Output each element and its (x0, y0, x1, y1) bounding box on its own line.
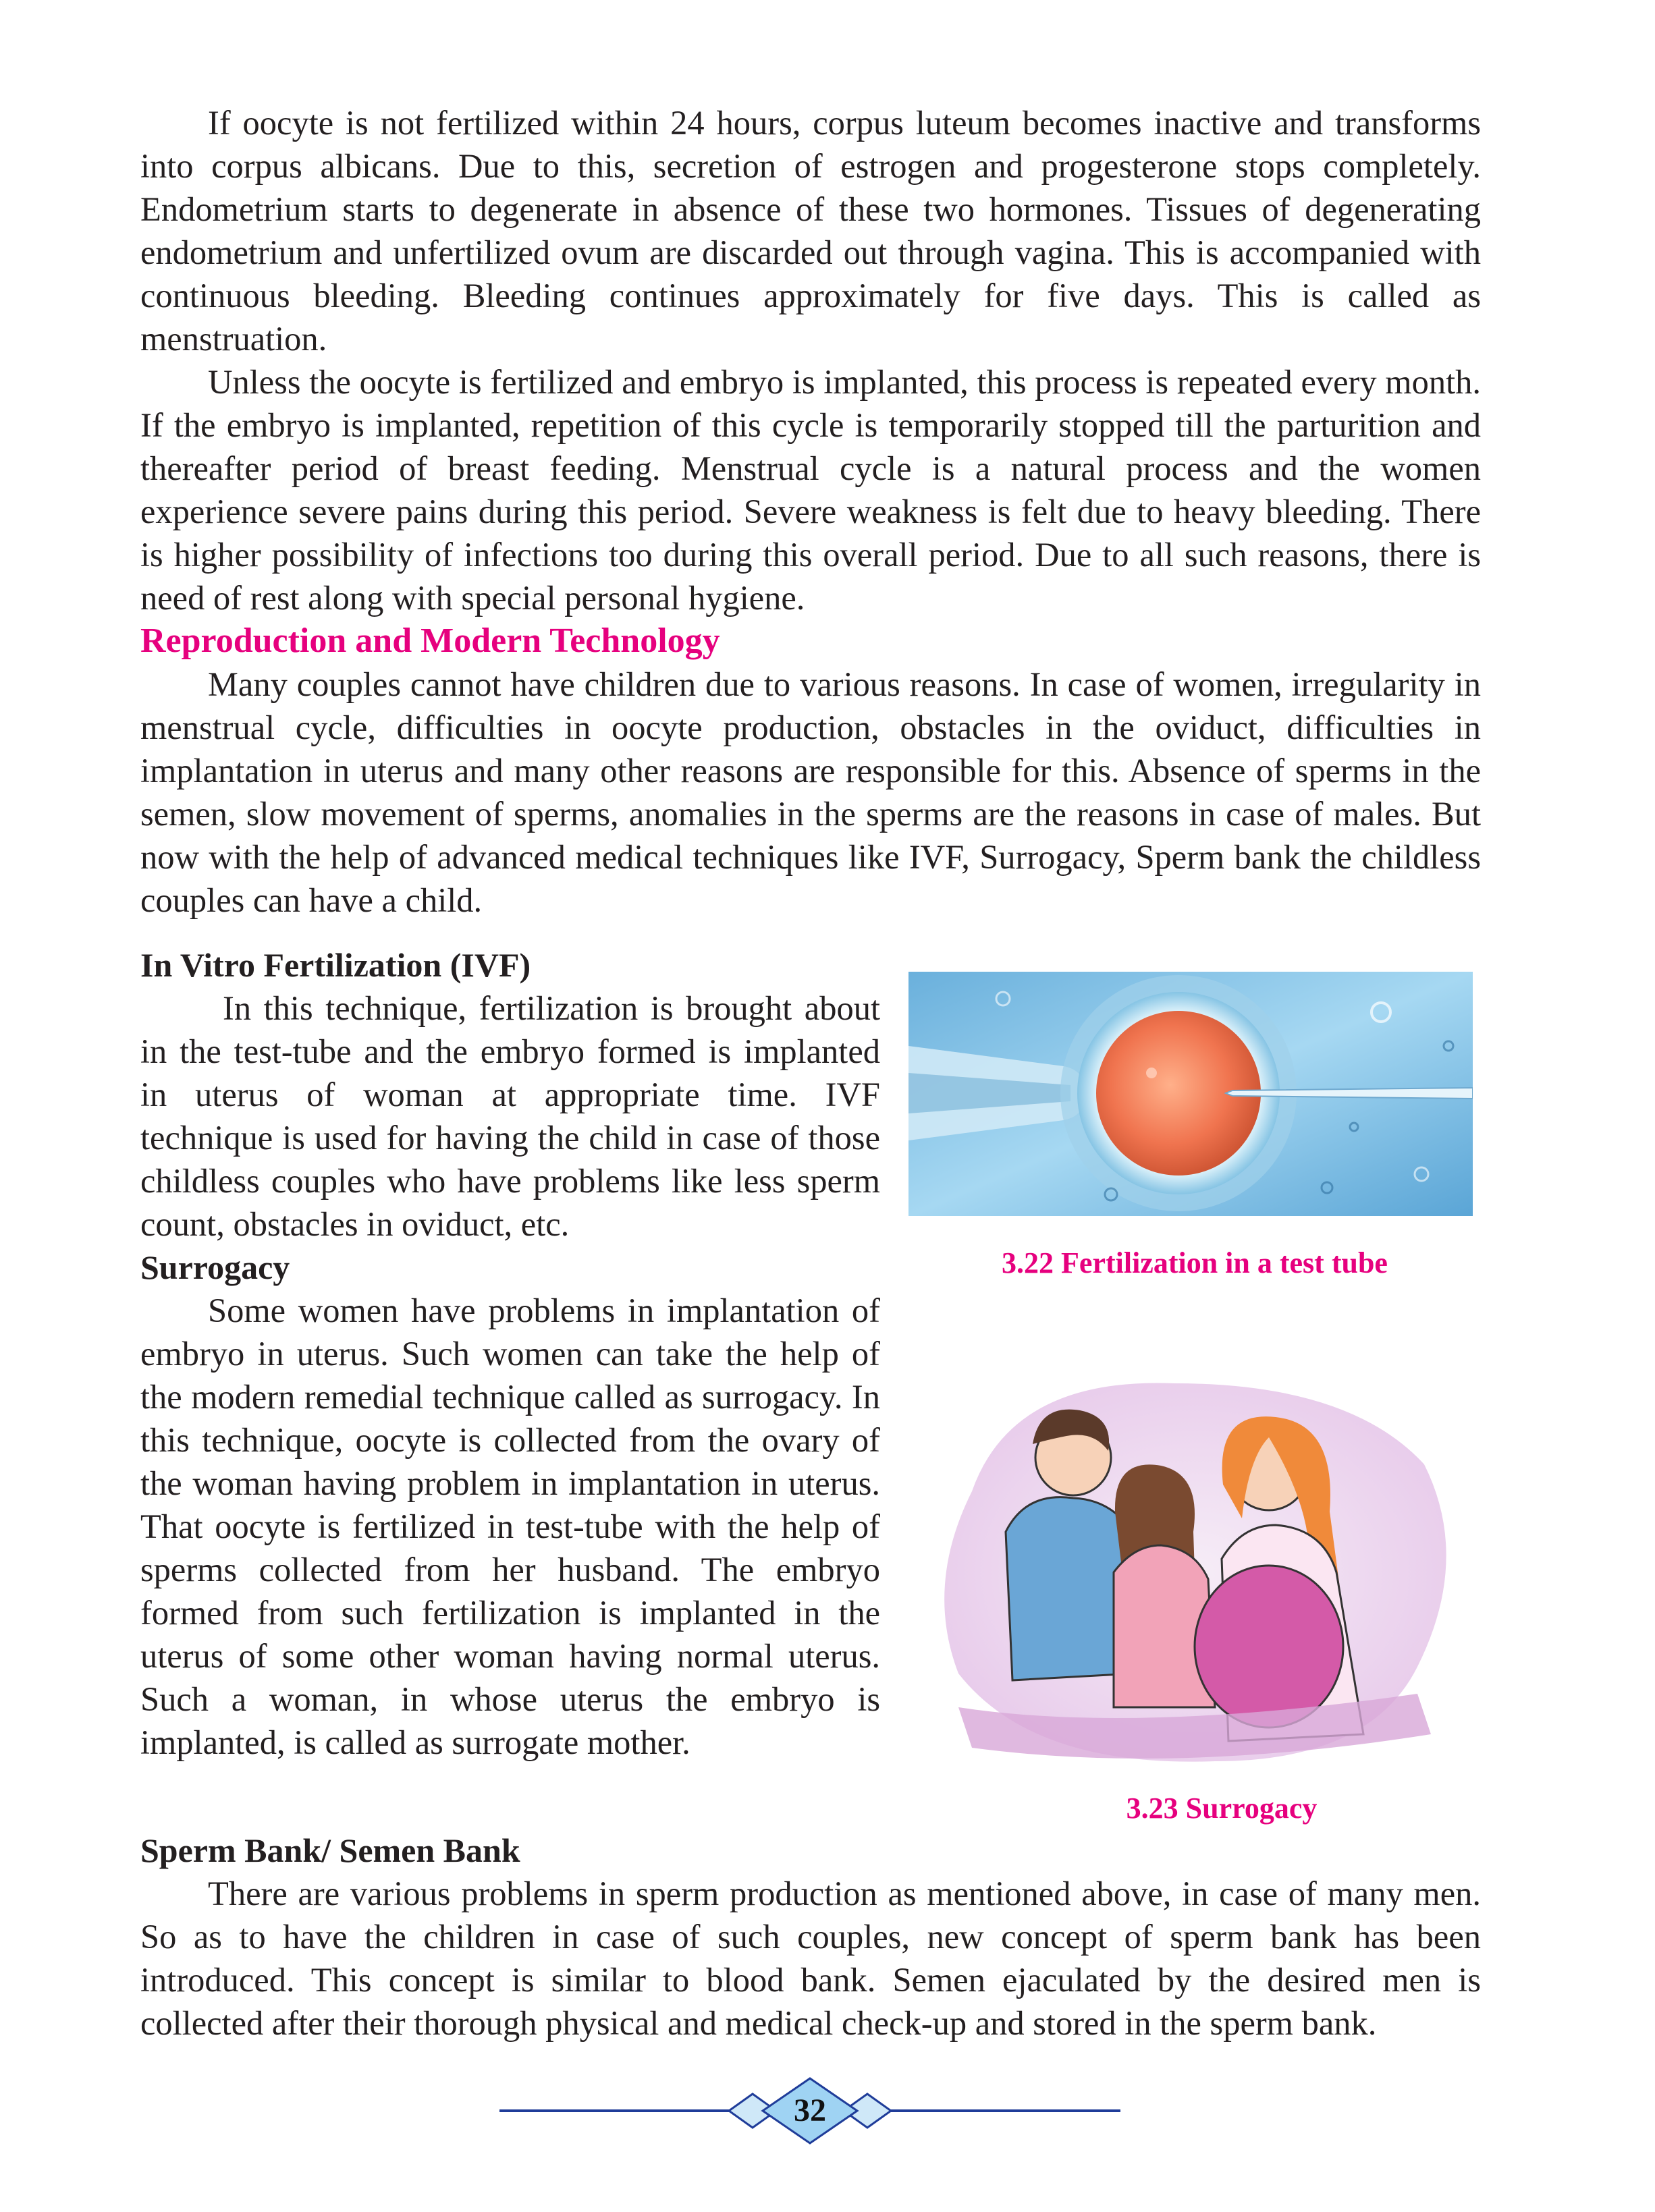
paragraph-menstruation: If oocyte is not fertilized within 24 hours, corpus luteum becomes inactive and transforms into corpus albicans. Due to this, secretion of estrogen and progesterone stops completely. Endometrium starts to degenerate in absence of these two hormones. Tissues of degenerating endometrium and unfertilized ovum are discarded out through vagina. This is accompanied with continuous bleeding. Bleeding continues approximately for five days. This is called as menstruation. (140, 104, 1481, 358)
ivf-illustration (908, 972, 1473, 1216)
figure-ivf-image (908, 972, 1473, 1216)
ivf-heading: In Vitro Fertilization (IVF) (140, 946, 531, 984)
figure-surrogacy-image (931, 1356, 1458, 1775)
page-number: 32 (794, 2093, 826, 2128)
surrogacy-heading: Surrogacy (140, 1248, 290, 1286)
sperm-bank-paragraph: There are various problems in sperm production as mentioned above, in case of many men. So as to have the children in case of such couples, new concept of sperm bank has been introduced. This concept is similar to blood bank. Semen ejaculated by the desired men is collected after their thorough physical and medical check-up and stored in the sperm bank. (140, 1875, 1481, 2042)
section-heading: Reproduction and Modern Technology (140, 621, 720, 660)
paragraph-childless-couples: Many couples cannot have children due to various reasons. In case of women, irregularity in menstrual cycle, difficulties in oocyte production, obstacles in the oviduct, difficulties in implantation in uterus and many other reasons are responsible for this. Absence of sperms in the semen, slow movement of sperms, anomalies in the sperms are the reasons in case of males. But now with the help of advanced medical techniques like IVF, Surrogacy, Sperm bank the childless couples can have a child. (140, 665, 1481, 919)
ivf-paragraph: In this technique, fertilization is brought about in the test-tube and the embryo formed is implanted in uterus of woman at appropriate time. IVF technique is used for having the child in case of those childless couples who have problems like less sperm count, obstacles in oviduct, etc. (140, 989, 880, 1243)
sperm-bank-heading: Sperm Bank/ Semen Bank (140, 1831, 520, 1869)
main-text-top (140, 101, 1481, 922)
surrogacy-illustration (931, 1356, 1458, 1775)
figure-3-22-caption: 3.22 Fertilization in a test tube (1002, 1246, 1388, 1279)
main-text-bottom (140, 1829, 1481, 2045)
left-column (140, 943, 880, 1764)
page-footer (499, 2077, 1120, 2145)
surrogacy-paragraph: Some women have problems in implantation of embryo in uterus. Such women can take the help of the modern remedial technique called as surrogacy. In this technique, oocyte is collected from the ovary of the woman having problem in implantation in uterus. That oocyte is fertilized in test-tube with the help of sperms collected from her husband. The embryo formed from such fertilization is implanted in the uterus of some other woman having normal uterus. Such a woman, in whose uterus the embryo is implanted, is called as surrogate mother. (140, 1292, 880, 1761)
figure-3-23-caption: 3.23 Surrogacy (1126, 1792, 1318, 1825)
paragraph-cycle-repeat: Unless the oocyte is fertilized and embryo is implanted, this process is repeated every month. If the embryo is implanted, repetition of this cycle is temporarily stopped till the parturition and thereafter period of breast feeding. Menstrual cycle is a natural process and the women experience severe pains during this period. Severe weakness is felt due to heavy bleeding. There is higher possibility of infections too during this overall period. Due to all such reasons, there is need of rest along with special personal hygiene. (140, 363, 1481, 617)
